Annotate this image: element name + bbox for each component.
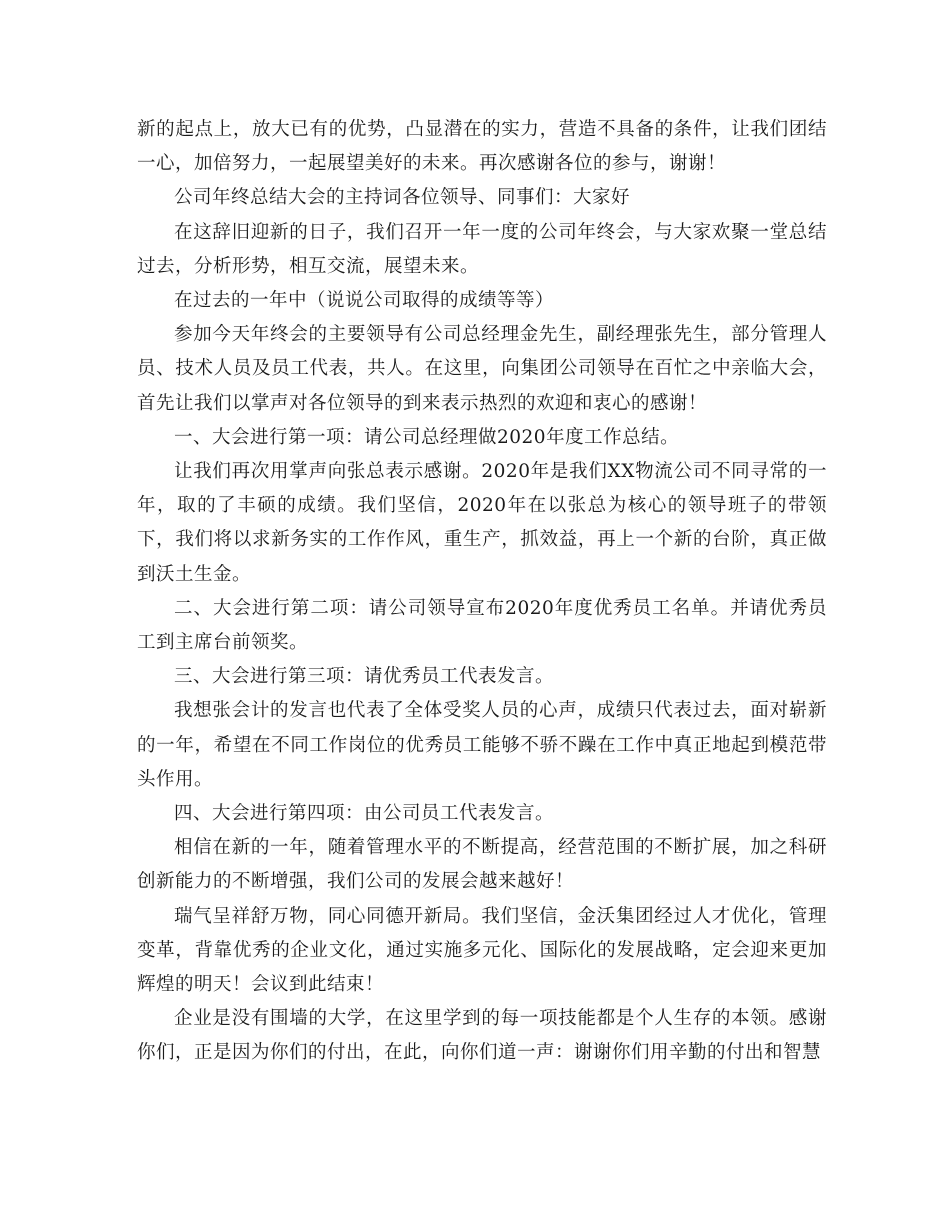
paragraph-host-speech-title: 公司年终总结大会的主持词各位领导、同事们：大家好 — [174, 187, 631, 209]
paragraph-past-year: 在过去的一年中（说说公司取得的成绩等等） — [174, 290, 555, 312]
paragraph-enterprise-university: 企业是没有围墙的大学，在这里学到的每一项技能都是个人生存的本领。感谢你们，正是因为你们的付出，在此，向你们道一声：谢谢你们用辛勤的付出和智慧 — [137, 1008, 827, 1064]
paragraph-opening: 在这辞旧迎新的日子，我们召开一年一度的公司年终会，与大家欢聚一堂总结过去，分析形势，相互交流，展望未来。 — [137, 221, 827, 277]
document-body — [137, 113, 827, 1071]
paragraph-outlook: 相信在新的一年，随着管理水平的不断提高，经营范围的不断扩展，加之科研创新能力的不断增强，我们公司的发展会越来越好！ — [137, 837, 827, 893]
paragraph-attendees: 参加今天年终会的主要领导有公司总经理金先生，副经理张先生，部分管理人员、技术人员及员工代表，共人。在这里，向集团公司领导在百忙之中亲临大会，首先让我们以掌声对各位领导的到来表示热烈的欢迎和衷心的感谢！ — [137, 324, 827, 414]
paragraph-agenda-item-2: 二、大会进行第二项：请公司领导宣布2020年度优秀员工名单。并请优秀员工到主席台前领奖。 — [137, 597, 827, 654]
paragraph-award-winners: 我想张会计的发言也代表了全体受奖人员的心声，成绩只代表过去，面对崭新的一年，希望在不同工作岗位的优秀员工能够不骄不躁在工作中真正地起到模范带头作用。 — [137, 700, 827, 790]
paragraph-agenda-item-4: 四、大会进行第四项：由公司员工代表发言。 — [174, 803, 555, 825]
paragraph-closing: 瑞气呈祥舒万物，同心同德开新局。我们坚信，金沃集团经过人才优化，管理变革，背靠优秀的企业文化，通过实施多元化、国际化的发展战略，定会迎来更加辉煌的明天！会议到此结束！ — [137, 905, 827, 996]
paragraph-agenda-item-3: 三、大会进行第三项：请优秀员工代表发言。 — [174, 666, 555, 688]
paragraph-thanks-general-manager: 让我们再次用掌声向张总表示感谢。2020年是我们XX物流公司不同寻常的一年，取的了丰硕的成绩。我们坚信，2020年在以张总为核心的领导班子的带领下，我们将以求新务实的工作作风，重生产，抓效益，再上一个新的台阶，真正做到沃土生金。 — [137, 461, 827, 585]
paragraph-continuation: 新的起点上，放大已有的优势，凸显潜在的实力，营造不具备的条件，让我们团结一心，加倍努力，一起展望美好的未来。再次感谢各位的参与，谢谢！ — [137, 119, 827, 175]
paragraph-agenda-item-1: 一、大会进行第一项：请公司总经理做2020年度工作总结。 — [174, 426, 680, 448]
